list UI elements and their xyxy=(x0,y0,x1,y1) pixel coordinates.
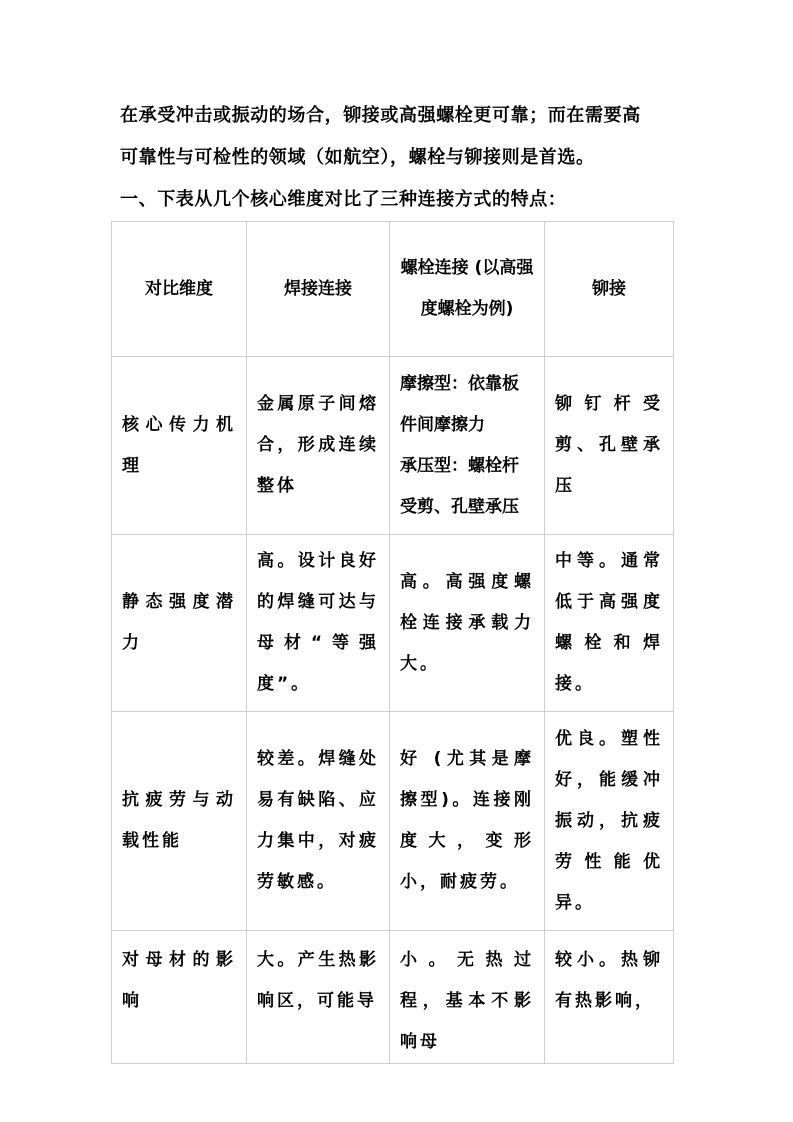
comparison-table xyxy=(111,221,674,1064)
intro-line-2: 可靠性与可检性的领域（如航空），螺栓与铆接则是首选。 xyxy=(120,147,595,168)
cell-rivet: 中等。通常低于高强度螺栓和焊接。 xyxy=(545,535,674,712)
cell-weld: 高。设计良好的焊缝可达与母材“等强度”。 xyxy=(247,535,390,712)
header-bolt: 螺栓连接 (以高强度螺栓为例) xyxy=(390,222,545,357)
table-header-row xyxy=(112,222,674,357)
cell-bolt: 小。无热过程，基本不影响母 xyxy=(390,931,545,1064)
cell-rivet: 优良。塑性好，能缓冲振动，抗疲劳性能优异。 xyxy=(545,712,674,931)
cell-dimension: 对母材的影响 xyxy=(112,931,247,1064)
cell-bolt xyxy=(390,357,545,535)
header-dimension: 对比维度 xyxy=(112,222,247,357)
cell-weld: 大。产生热影响区，可能导 xyxy=(247,931,390,1064)
cell-bolt: 好 (尤其是摩擦型)。连接刚度大，变形小，耐疲劳。 xyxy=(390,712,545,931)
header-rivet: 铆接 xyxy=(545,222,674,357)
table-row xyxy=(112,357,674,535)
cell-weld: 较差。焊缝处易有缺陷、应力集中，对疲劳敏感。 xyxy=(247,712,390,931)
cell-bolt-bearing: 承压型：螺栓杆受剪、孔壁承压 xyxy=(400,455,519,517)
cell-weld: 金属原子间熔合，形成连续整体 xyxy=(247,357,390,535)
cell-dimension: 核心传力机理 xyxy=(112,357,247,535)
header-weld: 焊接连接 xyxy=(247,222,390,357)
cell-rivet: 铆钉杆受剪、孔壁承压 xyxy=(545,357,674,535)
intro-line-1: 在承受冲击或振动的场合，铆接或高强螺栓更可靠；而在需要高 xyxy=(120,105,641,126)
cell-dimension: 静态强度潜力 xyxy=(112,535,247,712)
cell-bolt-friction: 摩擦型：依靠板件间摩擦力 xyxy=(400,373,519,435)
table-row xyxy=(112,931,674,1064)
cell-dimension: 抗疲劳与动载性能 xyxy=(112,712,247,931)
table-row xyxy=(112,535,674,712)
cell-bolt: 高。高强度螺栓连接承载力大。 xyxy=(390,535,545,712)
cell-rivet: 较小。热铆有热影响， xyxy=(545,931,674,1064)
section-heading: 一、下表从几个核心维度对比了三种连接方式的特点： xyxy=(120,189,567,210)
table-row xyxy=(112,712,674,931)
